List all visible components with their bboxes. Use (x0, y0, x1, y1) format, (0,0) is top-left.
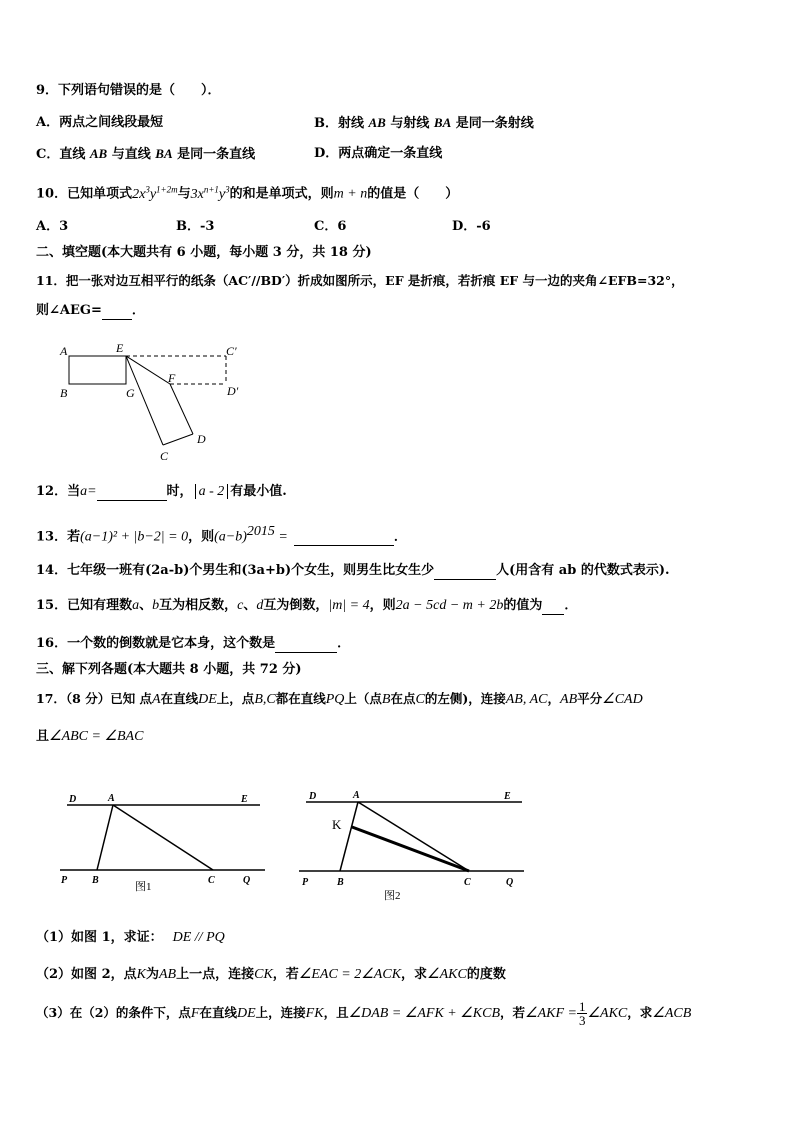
segment-CK (352, 827, 469, 871)
f2-label-Q: Q (506, 877, 514, 888)
f1-label-D: D (69, 794, 77, 805)
section2-heading: 二、填空题(本大题共有 6 小题，每小题 3 分，共 18 分) (36, 245, 372, 260)
label-C: C (160, 449, 169, 463)
label-A: A (60, 344, 68, 358)
q17-figure-1 (55, 790, 270, 895)
q11-line1: 11．把一张对边互相平行的纸条（AC′//BD′）折成如图所示，EF 是折痕，若折痕 EF 与一边的夹角∠EFB=32°， (36, 273, 684, 288)
q10-option-d: D．-6 (452, 219, 491, 234)
q9-option-a: A．两点之间线段最短 (36, 115, 164, 130)
f2-label-C: C (464, 877, 471, 888)
q17-part1: （1）如图 1，求证： DE // PQ (36, 930, 225, 945)
f1-label-E: E (241, 794, 248, 805)
f2-label-E: E (504, 791, 511, 802)
label-C-prime: C′ (226, 344, 237, 358)
fold-line-EF (126, 356, 170, 384)
q17-line1: 17．（8 分）已知 点A在直线DE上，点B,C都在直线PQ上（点B在点C的左侧)，连接AB, AC，AB平分∠CAD (36, 691, 643, 707)
q9-option-d: D．两点确定一条直线 (314, 146, 443, 161)
label-G: G (126, 386, 135, 400)
q10-option-a: A．3 (36, 219, 69, 234)
f2-label-D: D (309, 791, 317, 802)
q10-stem: 10．已知单项式$2x^3y^{1+2m}$与$3x^{n+1}y^3$的和是单项式，则m + n的值是（ ） (36, 184, 459, 202)
q17-part2: （2）如图 2，点K为AB上一点，连接CK，若∠EAC = 2∠ACK，求∠AKC的度数 (36, 967, 506, 982)
f1-label-P: P (61, 875, 68, 886)
q14: 14．七年级一班有(2a-b)个男生和(3a+b)个女生，则男生比女生少 人(用含有 ab 的代数式表示). (36, 563, 670, 578)
q17-line2: 且∠ABC = ∠BAC (36, 729, 144, 744)
q11-figure (50, 338, 270, 470)
q10-option-b: B．-3 (176, 219, 215, 234)
q13-answer-blank[interactable] (294, 531, 394, 546)
label-F: F (168, 371, 176, 385)
q12: 12．当a= 时， a - 2 有最小值. (36, 484, 287, 499)
q17-part3: （3）在（2）的条件下，点F在直线DE上，连接FK，且∠DAB = ∠AFK + ∠KCB，若∠AKF = $\frac{1}{3}$ ∠AKC，求∠ACB (36, 999, 692, 1028)
f2-label-B: B (337, 877, 344, 888)
section3-heading: 三、解下列各题(本大题共 8 小题，共 72 分) (36, 662, 302, 677)
q9-stem: 9．下列语句错误的是（ ）． (36, 83, 221, 98)
q16-answer-blank[interactable] (275, 638, 337, 653)
f2-label-A: A (353, 790, 360, 801)
fig2-caption: 图2 (384, 890, 401, 902)
q10-option-c: C．6 (314, 219, 347, 234)
q11-answer-blank[interactable] (102, 305, 132, 320)
f2-label-K: K (332, 817, 342, 832)
q16: 16．一个数的倒数就是它本身，这个数是 ． (36, 636, 351, 651)
q9-option-c: C．直线 AB 与直线 BA 是同一条直线 (36, 146, 256, 162)
label-D-prime: D′ (227, 384, 239, 398)
q15: 15．已知有理数a、b互为相反数，c、d互为倒数，|m| = 4，则2a − 5cd − m + 2b的值为 ． (36, 598, 578, 613)
fig1-caption: 图1 (135, 881, 152, 893)
q15-answer-blank[interactable] (542, 600, 564, 615)
f2-label-P: P (302, 877, 309, 888)
q14-answer-blank[interactable] (434, 565, 496, 580)
f1-label-A: A (108, 793, 115, 804)
q12-answer-blank[interactable] (97, 486, 167, 501)
q13: 13．若(a−1)² + |b−2| = 0，则$(a-b)^{2015}$ = ． (36, 524, 407, 545)
f1-label-B: B (92, 875, 99, 886)
q11-line2: 则∠AEG= ． (36, 303, 145, 318)
strip-left-part (69, 356, 126, 384)
f1-label-Q: Q (243, 875, 251, 886)
q9-option-b: B．射线 AB 与射线 BA 是同一条射线 (314, 115, 534, 131)
f1-label-C: C (208, 875, 215, 886)
label-B: B (60, 386, 68, 400)
label-E: E (116, 341, 124, 355)
label-D: D (197, 432, 206, 446)
q17-figure-2 (296, 786, 526, 904)
